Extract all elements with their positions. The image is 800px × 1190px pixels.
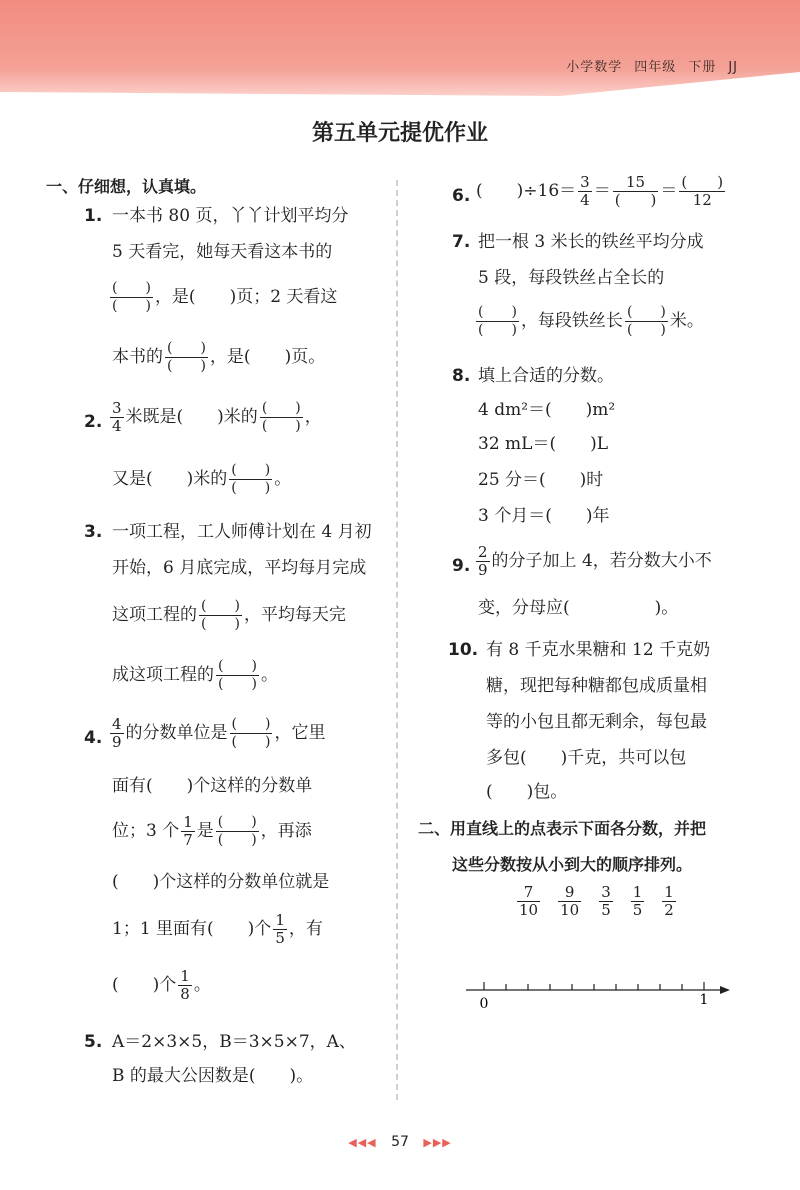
q8-line1: 填上合适的分数。 [478,366,614,386]
series-volume: 下册 [688,60,717,75]
number-line-ticks [484,982,704,990]
page-number: 57 [391,1134,409,1150]
q4-line1-text-b: ，它里 [274,723,326,743]
q4-line1 [108,716,325,751]
q3-line4 [112,658,278,693]
blank-numerator: ( ) [231,716,271,732]
q9-numerator: 2 [478,543,488,561]
blank-denominator: ( ) [217,832,257,848]
q1-line4-text-a: 本书的 [112,347,163,367]
q6-fraction-1 [578,174,592,209]
q1-line1: 一本书 80 页，丫丫计划平均分 [112,206,349,226]
fraction-numerator: 9 [558,884,581,902]
section-1-title: 一、仔细想，认真填。 [46,177,207,196]
q1-line2: 5 天看完，她每天看这本书的 [112,242,333,262]
q6-equals-1: ＝ [593,181,611,201]
q4-f4-denominator: 8 [180,985,190,1003]
next-arrows-icon: ▶▶▶ [423,1136,452,1149]
blank-numerator: ( ) [231,462,271,478]
fraction-numerator: 1 [664,883,674,901]
section-2-title-line1: 二、用直线上的点表示下面各分数，并把 [418,819,707,838]
q2-blank-fraction-2[interactable] [229,462,272,497]
q6-f3-denominator: 12 [692,191,712,209]
blank-numerator: ( ) [217,814,257,830]
series-edition: JJ [728,60,738,75]
number-line[interactable] [462,978,742,1018]
q9-line1 [474,544,712,579]
fraction-numerator: 7 [517,884,540,902]
q5-line2: B 的最大公因数是( )。 [112,1066,314,1086]
q3-line3-text-a: 这项工程的 [112,605,197,625]
q2-fraction [110,400,124,435]
blank-numerator: ( ) [218,658,257,674]
q4-line5-text-a: 1；1 里面有( )个 [112,919,272,939]
q10-line1: 有 8 千克水果糖和 12 千克奶 [486,640,711,660]
blank-denominator: ( ) [201,616,240,632]
q4-f4-numerator: 1 [180,967,190,985]
q3-line4-end: 。 [260,665,278,685]
q6-f2-numerator: 15 [613,174,659,192]
fraction-list [508,884,685,919]
q9-fraction [476,544,490,579]
q1-line3-text: ，是( )页；2 天看这 [154,287,338,307]
q7-blank-fraction-1[interactable] [476,304,519,339]
q7-line3-text-b: 米。 [669,311,704,331]
q4-line5 [112,912,323,947]
q2-line2 [112,462,291,497]
q3-line1: 一项工程，工人师傅计划在 4 月初 [112,522,372,542]
q8-row-2: 32 mL＝( )L [478,434,608,454]
q7-line3 [474,304,704,339]
header-band [0,0,800,98]
q4-line1-text-a: 的分数单位是 [125,723,228,743]
q6-f2-denominator: ( ) [614,191,657,209]
fraction-numerator: 1 [632,883,643,901]
q6-number: 6. [452,186,471,206]
q3-blank-fraction-1[interactable] [199,598,242,633]
q4-fraction-3 [273,912,287,947]
fraction-item [631,884,645,919]
q4-blank-fraction-1[interactable] [230,716,273,751]
q9-line1-text: 的分子加上 4，若分数大小不 [491,551,712,571]
q9-number: 9. [452,556,471,576]
q4-f3-numerator: 1 [275,911,285,929]
fraction-denominator: 5 [601,901,611,919]
fraction-item [517,884,540,919]
q3-number: 3. [84,522,103,542]
q6-f1-numerator: 3 [580,173,590,191]
fraction-denominator: 5 [632,901,643,919]
q6-f3-numerator: ( ) [681,173,724,191]
q6-f1-denominator: 4 [580,191,590,209]
q4-blank-fraction-2[interactable] [216,814,259,849]
q2-line1 [108,400,322,435]
q4-line6-text-a: ( )个 [112,975,177,995]
q7-number: 7. [452,232,471,252]
q10-line5: ( )包。 [486,782,568,802]
number-line-label-start: 0 [479,996,489,1012]
q8-row-4: 3 个月＝( )年 [478,506,610,526]
q4-line5-text-b: ，有 [288,919,323,939]
q3-line3-text-b: ，平均每天完 [243,605,346,625]
q10-line3: 等的小包且都无剩余，每包最 [486,712,707,732]
q6-line [476,174,727,209]
q3-line3 [112,598,346,633]
fraction-denominator: 2 [664,901,674,919]
series-subject: 小学数学 [566,60,623,75]
blank-denominator: ( ) [218,676,257,692]
q1-line4 [112,340,325,375]
q10-number: 10. [448,640,479,660]
q4-fraction-2 [181,814,195,849]
q7-line2: 5 段，每段铁丝占全长的 [478,268,665,288]
q1-line4-text-b: ，是( )页。 [209,347,326,367]
q3-line4-text-a: 成这项工程的 [112,665,214,685]
blank-denominator: ( ) [231,734,271,750]
q2-line2-text: 又是( )米的 [112,469,228,489]
blank-numerator: ( ) [112,280,151,296]
blank-numerator: ( ) [626,304,666,320]
q3-blank-fraction-2[interactable] [216,658,259,693]
prev-arrows-icon: ◀◀◀ [348,1136,377,1149]
blank-numerator: ( ) [478,304,517,320]
q4-f2-numerator: 1 [183,813,193,831]
q4-fraction-4 [178,968,192,1003]
q8-row-3: 25 分＝( )时 [478,470,604,490]
q2-number: 2. [84,412,103,432]
page-title: 第五单元提优作业 [311,121,488,146]
q1-number: 1. [84,206,103,226]
q8-number: 8. [452,366,471,386]
number-line-arrow [720,986,730,994]
series-grade: 四年级 [634,60,677,75]
blank-denominator: ( ) [261,418,301,434]
series-label [554,56,738,75]
fraction-item [558,884,581,919]
q2-line2-end: 。 [274,469,292,489]
q4-number: 4. [84,728,103,748]
column-divider [396,180,398,1100]
page-footer [0,1134,800,1150]
q1-blank-fraction-2[interactable] [165,340,208,375]
fraction-denominator: 10 [560,901,580,919]
q2-blank-fraction-1[interactable] [260,400,303,435]
q5-number: 5. [84,1032,103,1052]
q10-line2: 糖，现把每种糖都包成质量相 [486,676,707,696]
number-line-label-end: 1 [699,992,709,1008]
q7-line1: 把一根 3 米长的铁丝平均分成 [478,232,704,252]
q6-fraction-2[interactable] [613,174,659,209]
q10-line4: 多包( )千克，共可以包 [486,748,687,768]
q4-f2-denominator: 7 [183,831,193,849]
q4-line2: 面有( )个这样的分数单 [112,776,313,796]
blank-denominator: ( ) [112,298,151,314]
q4-line3 [112,814,312,849]
q2-denominator: 4 [112,417,122,435]
q2-numerator: 3 [112,399,122,417]
q2-line1-text: 米既是( )米的 [125,407,258,427]
q3-line2: 开始，6 月底完成，平均每月完成 [112,558,367,578]
q6-fraction-3[interactable] [679,174,725,209]
q4-fraction [110,716,124,751]
fraction-numerator: 3 [601,883,611,901]
q7-blank-fraction-2[interactable] [625,304,668,339]
q4-numerator: 4 [112,715,122,733]
blank-numerator: ( ) [167,340,206,356]
q4-line3-text-b: 是 [196,821,214,841]
q1-line3 [108,280,337,315]
q4-line6-end: 。 [193,975,211,995]
blank-denominator: ( ) [231,480,271,496]
q4-f3-denominator: 5 [275,929,285,947]
q8-row-1: 4 dm²＝( )m² [478,400,616,420]
q4-line6 [112,968,211,1003]
fraction-item [599,884,613,919]
blank-numerator: ( ) [201,598,240,614]
q2-line1-comma: ， [304,407,322,427]
blank-numerator: ( ) [261,400,301,416]
q4-line4: ( )个这样的分数单位就是 [112,872,330,892]
q5-line1: A＝2×3×5，B＝3×5×7，A、 [112,1032,356,1052]
q9-denominator: 9 [478,561,488,579]
blank-denominator: ( ) [478,322,517,338]
blank-denominator: ( ) [167,358,206,374]
fraction-item [662,884,676,919]
fraction-denominator: 10 [519,901,539,919]
blank-denominator: ( ) [626,322,666,338]
q4-line3-text-a: 位；3 个 [112,821,180,841]
q6-text: ( )÷16＝ [476,181,577,201]
q7-line3-text-a: ，每段铁丝长 [520,311,623,331]
section-2-title-line2: 这些分数按从小到大的顺序排列。 [452,855,693,874]
q9-line2: 变，分母应( )。 [478,598,679,618]
q1-blank-fraction-1[interactable] [110,280,153,315]
q6-equals-2: ＝ [660,181,678,201]
q4-denominator: 9 [112,733,122,751]
q4-line3-text-c: ，再添 [260,821,312,841]
